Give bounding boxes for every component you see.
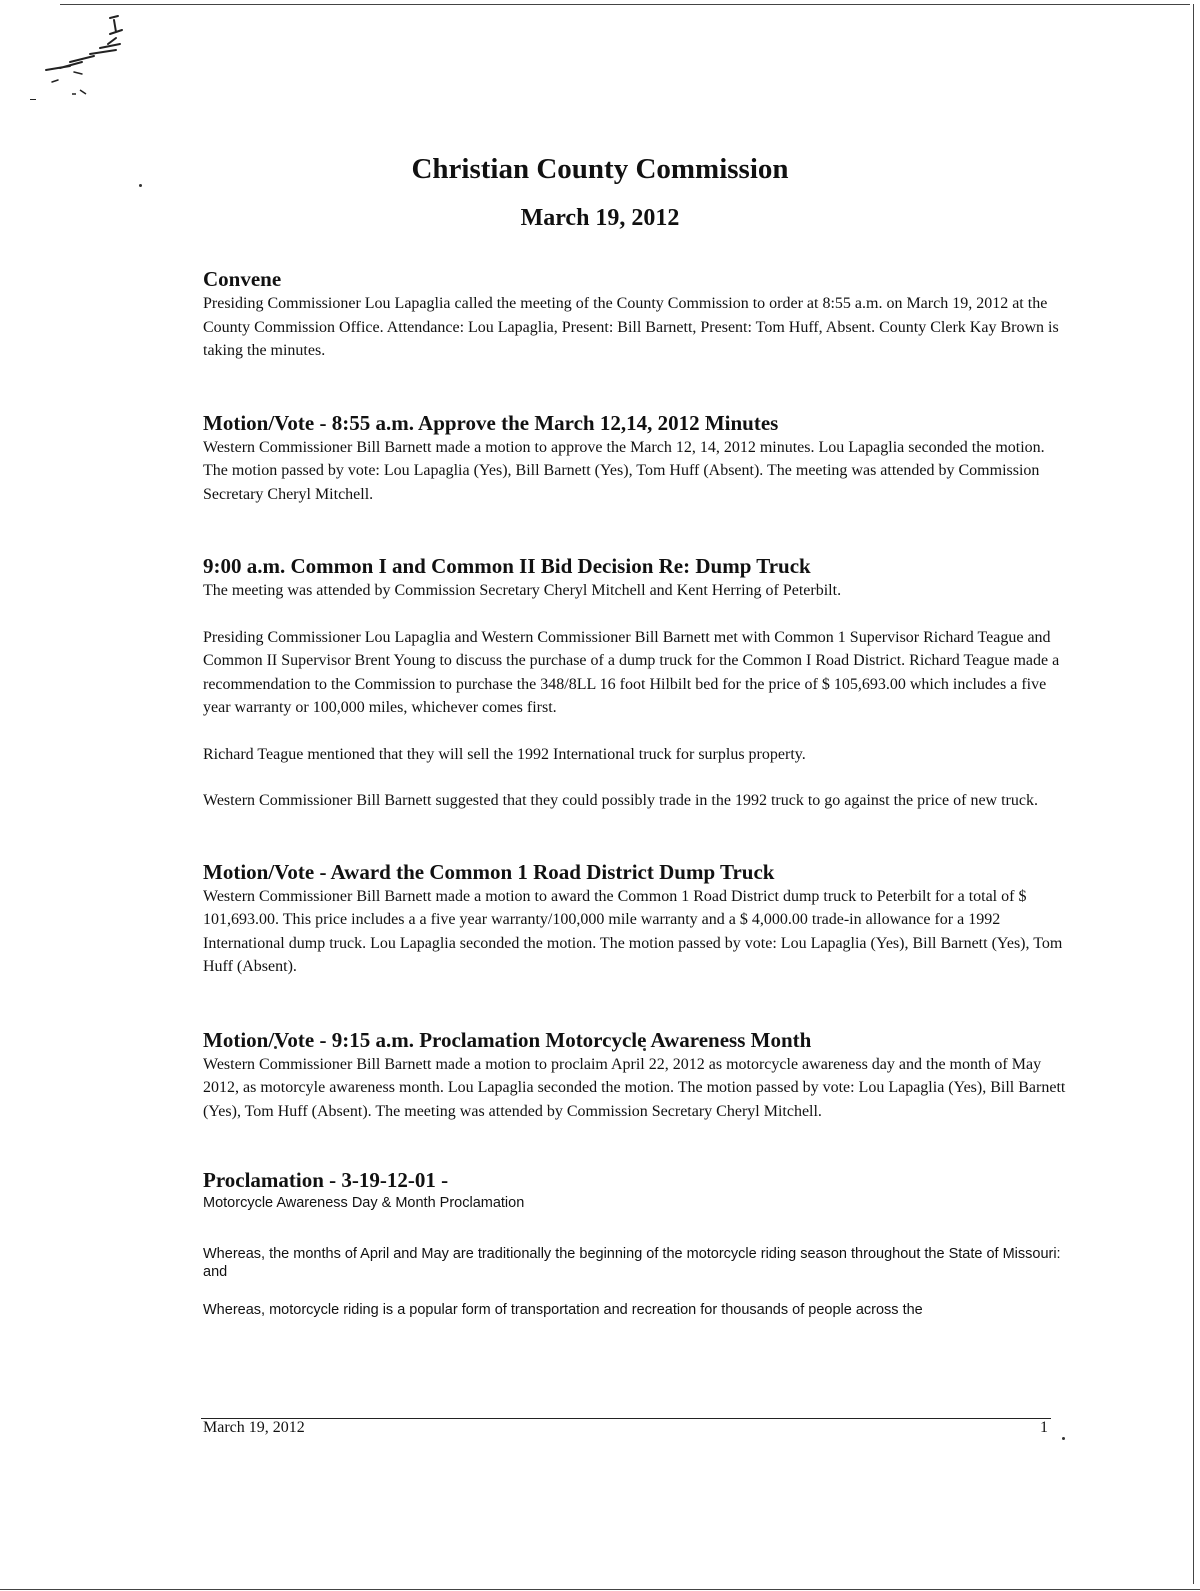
section-paragraph: Western Commissioner Bill Barnett made a motion to proclaim April 22, 2012 as motorcycle awareness day and the month of May 2012, as motorcyle awareness month. Lou Lapaglia seconded the motion. The motion passed by vote: Lou Lapaglia (Yes), Bill Barnett (Yes), Tom Huff (Absent). The meeting was attended by Commission Secretary Cheryl Mitchell. [203, 1055, 1066, 1120]
proclamation-paragraph: Whereas, motorcycle riding is a popular form of transportation and recreation for thousands of people across the [203, 1302, 923, 1318]
scan-bottom-edge [0, 1589, 1200, 1590]
section-paragraph: Western Commissioner Bill Barnett made a motion to award the Common 1 Road District dump truck to Peterbilt for a total of $ 101,693.00. This price includes a a five year warranty/100,000 mile warranty and a $ 4,000.00 trade-in allowance for a 1992 International dump truck. Lou Lapaglia seconded the motion. The motion passed by vote: Lou Lapaglia (Yes), Bill Barnett (Yes), Tom Huff (Absent). [203, 887, 1063, 975]
section-paragraph: Presiding Commissioner Lou Lapaglia called the meeting of the County Commission to order at 8:55 a.m. on March 19, 2012 at the County Commission Office. Attendance: Lou Lapaglia, Present: Bill Barnett, Present: Tom Huff, Absent. County Clerk Kay Brown is taking the minutes. [203, 295, 1059, 359]
section-paragraph: Richard Teague mentioned that they will sell the 1992 International truck for surplus property. [203, 745, 806, 763]
section-paragraph: Western Commissioner Bill Barnett suggested that they could possibly trade in the 1992 truck to go against the price of new truck. [203, 792, 1038, 809]
section-motorcycle-proclamation-vote [203, 1027, 1073, 1124]
section-heading: Convene [203, 267, 282, 291]
footer-page-number: 1 [1040, 1419, 1048, 1436]
section-heading: 9:00 a.m. Common I and Common II Bid Decision Re: Dump Truck [203, 554, 811, 578]
section-convene [203, 266, 1073, 363]
proclamation-subtitle: Motorcycle Awareness Day & Month Proclamation [203, 1195, 525, 1211]
proclamation-paragraph: Whereas, the months of April and May are traditionally the beginning of the motorcycle riding season throughout the State of Missouri: and [203, 1246, 1061, 1280]
section-paragraph: Western Commissioner Bill Barnett made a motion to approve the March 12, 14, 2012 minutes. Lou Lapaglia seconded the motion. The motion passed by vote: Lou Lapaglia (Yes), Bill Barnett (Yes), Tom Huff (Absent). The meeting was attended by Commission Secretary Cheryl Mitchell. [203, 438, 1045, 503]
scan-right-edge [1193, 4, 1194, 1584]
document-title: Christian County Commission [411, 153, 789, 185]
section-bid-decision [203, 553, 1073, 813]
footer-rule [201, 1418, 1051, 1419]
section-heading: Motion/Vote - Award the Common 1 Road District Dump Truck [203, 859, 775, 884]
scan-dust-dot [1062, 1437, 1065, 1440]
scan-scribble-mark [30, 10, 140, 100]
section-paragraph: Presiding Commissioner Lou Lapaglia and Western Commissioner Bill Barnett met with Common 1 Supervisor Richard Teague and Common II Supervisor Brent Young to discuss the purchase of a dump truck for the Common I Road District. Richard Teague made a recommendation to the Commission to purchase the 348/8LL 16 foot Hilbilt bed for the price of $ 105,693.00 which includes a five year warranty or 100,000 miles, whichever comes first. [203, 628, 1060, 716]
scan-top-edge [60, 4, 1190, 5]
document-date: March 19, 2012 [520, 205, 680, 231]
proclamation-heading: Proclamation - 3-19-12-01 - [203, 1168, 449, 1192]
section-award-dump-truck [203, 859, 1073, 979]
section-paragraph: The meeting was attended by Commission Secretary Cheryl Mitchell and Kent Herring of Peterbilt. [203, 582, 842, 599]
footer-date: March 19, 2012 [203, 1419, 305, 1436]
section-proclamation [203, 1167, 1073, 1319]
section-heading: Motion/Vote - 8:55 a.m. Approve the March 12,14, 2012 Minutes [203, 410, 779, 435]
section-heading: Motion/Vote - 9:15 a.m. Proclamation Motorcycle Awareness Month [203, 1027, 812, 1052]
section-approve-minutes [203, 410, 1073, 507]
minutes-body [203, 266, 1073, 1319]
